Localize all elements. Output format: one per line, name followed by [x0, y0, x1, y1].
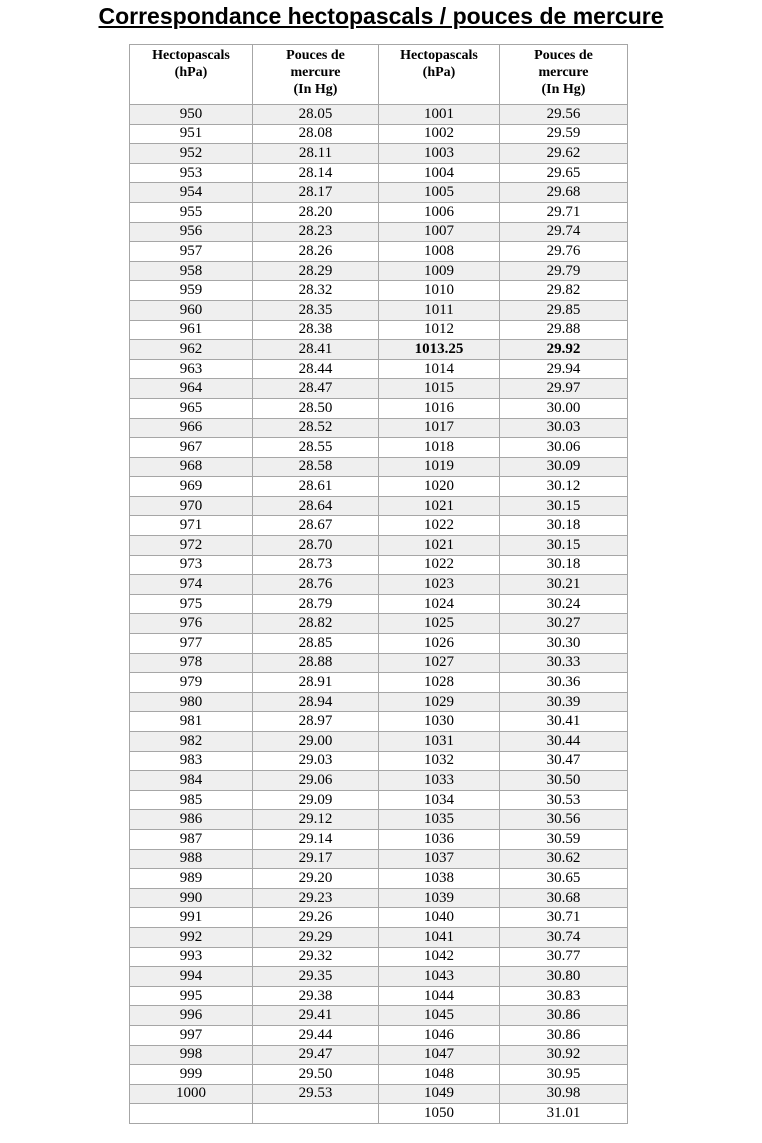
table-cell: 997 — [130, 1025, 253, 1045]
table-row — [130, 908, 628, 928]
header-line: Pouces de — [534, 48, 593, 63]
table-cell: 990 — [130, 888, 253, 908]
table-row — [130, 281, 628, 301]
table-cell: 30.39 — [500, 692, 628, 712]
table-cell: 30.74 — [500, 927, 628, 947]
table-cell: 30.15 — [500, 536, 628, 556]
table-cell: 1025 — [379, 614, 500, 634]
table-row — [130, 1045, 628, 1065]
table-cell: 1008 — [379, 242, 500, 262]
table-cell: 988 — [130, 849, 253, 869]
table-cell: 29.47 — [253, 1045, 379, 1065]
table-cell: 975 — [130, 594, 253, 614]
table-cell: 1002 — [379, 124, 500, 144]
table-cell: 1018 — [379, 438, 500, 458]
table-cell: 1026 — [379, 634, 500, 654]
conversion-table — [129, 44, 628, 1124]
table-cell: 960 — [130, 300, 253, 320]
table-cell: 1024 — [379, 594, 500, 614]
header-line: mercure — [290, 65, 341, 80]
header-line: (In Hg) — [541, 82, 586, 97]
table-cell: 29.23 — [253, 888, 379, 908]
table-cell: 28.50 — [253, 398, 379, 418]
table-row — [130, 477, 628, 497]
table-cell: 29.82 — [500, 281, 628, 301]
table-cell: 1043 — [379, 967, 500, 987]
table-cell: 30.56 — [500, 810, 628, 830]
table-cell: 1012 — [379, 320, 500, 340]
table-cell: 962 — [130, 340, 253, 360]
table-row — [130, 124, 628, 144]
table-cell: 999 — [130, 1065, 253, 1085]
table-row — [130, 986, 628, 1006]
table-cell: 30.65 — [500, 869, 628, 889]
table-cell: 1033 — [379, 771, 500, 791]
table-cell: 1034 — [379, 790, 500, 810]
table-row — [130, 536, 628, 556]
table-row — [130, 888, 628, 908]
header-inhg-1 — [253, 45, 379, 105]
table-cell: 1047 — [379, 1045, 500, 1065]
header-line: mercure — [538, 65, 589, 80]
table-cell: 973 — [130, 555, 253, 575]
header-hpa-2 — [379, 45, 500, 105]
table-cell: 29.76 — [500, 242, 628, 262]
table-cell: 1003 — [379, 144, 500, 164]
table-cell: 30.50 — [500, 771, 628, 791]
table-row — [130, 105, 628, 125]
table-cell: 984 — [130, 771, 253, 791]
table-cell: 1040 — [379, 908, 500, 928]
table-cell: 992 — [130, 927, 253, 947]
table-cell: 1044 — [379, 986, 500, 1006]
table-cell: 30.00 — [500, 398, 628, 418]
table-cell: 1009 — [379, 261, 500, 281]
table-header-row — [130, 45, 628, 105]
table-cell: 30.33 — [500, 653, 628, 673]
table-cell: 966 — [130, 418, 253, 438]
page-title: Correspondance hectopascals / pouces de mercure — [98, 3, 664, 29]
table-cell: 30.03 — [500, 418, 628, 438]
table-cell: 28.35 — [253, 300, 379, 320]
table-cell: 28.32 — [253, 281, 379, 301]
table-row — [130, 340, 628, 360]
table-cell: 1021 — [379, 536, 500, 556]
table-row — [130, 359, 628, 379]
table-cell: 29.79 — [500, 261, 628, 281]
table-cell: 30.77 — [500, 947, 628, 967]
table-row — [130, 1084, 628, 1104]
table-cell: 1046 — [379, 1025, 500, 1045]
table-cell: 985 — [130, 790, 253, 810]
table-row — [130, 751, 628, 771]
table-cell: 29.41 — [253, 1006, 379, 1026]
table-cell: 1017 — [379, 418, 500, 438]
table-cell: 30.92 — [500, 1045, 628, 1065]
table-cell: 29.65 — [500, 163, 628, 183]
table-cell: 30.06 — [500, 438, 628, 458]
table-cell: 30.27 — [500, 614, 628, 634]
table-cell: 963 — [130, 359, 253, 379]
table-row — [130, 947, 628, 967]
table-cell: 994 — [130, 967, 253, 987]
table-cell: 1011 — [379, 300, 500, 320]
table-cell: 28.82 — [253, 614, 379, 634]
table-cell: 28.41 — [253, 340, 379, 360]
table-cell: 29.00 — [253, 732, 379, 752]
table-row — [130, 614, 628, 634]
header-inhg-2 — [500, 45, 628, 105]
table-cell: 1019 — [379, 457, 500, 477]
table-row — [130, 1065, 628, 1085]
table-cell: 1041 — [379, 927, 500, 947]
table-cell: 28.26 — [253, 242, 379, 262]
table-cell: 28.67 — [253, 516, 379, 536]
header-hpa-1 — [130, 45, 253, 105]
table-row — [130, 516, 628, 536]
table-cell: 29.14 — [253, 829, 379, 849]
table-cell: 28.70 — [253, 536, 379, 556]
table-cell: 30.36 — [500, 673, 628, 693]
table-row — [130, 222, 628, 242]
table-cell: 29.88 — [500, 320, 628, 340]
table-row — [130, 869, 628, 889]
table-cell: 965 — [130, 398, 253, 418]
table-cell: 30.86 — [500, 1006, 628, 1026]
table-row — [130, 967, 628, 987]
table-cell: 30.71 — [500, 908, 628, 928]
table-row — [130, 261, 628, 281]
table-cell: 28.44 — [253, 359, 379, 379]
table-cell: 1036 — [379, 829, 500, 849]
table-cell: 29.06 — [253, 771, 379, 791]
table-cell: 1045 — [379, 1006, 500, 1026]
table-cell: 978 — [130, 653, 253, 673]
table-cell: 30.21 — [500, 575, 628, 595]
table-cell: 1021 — [379, 496, 500, 516]
table-cell: 28.29 — [253, 261, 379, 281]
table-cell: 30.68 — [500, 888, 628, 908]
table-cell: 28.05 — [253, 105, 379, 125]
table-cell: 1023 — [379, 575, 500, 595]
table-cell: 979 — [130, 673, 253, 693]
table-cell: 970 — [130, 496, 253, 516]
table-row — [130, 927, 628, 947]
table-cell: 1006 — [379, 202, 500, 222]
table-cell: 30.44 — [500, 732, 628, 752]
table-row — [130, 594, 628, 614]
table-cell: 30.83 — [500, 986, 628, 1006]
table-row — [130, 163, 628, 183]
table-cell: 952 — [130, 144, 253, 164]
table-row — [130, 418, 628, 438]
table-row — [130, 790, 628, 810]
table-cell: 954 — [130, 183, 253, 203]
table-cell: 30.12 — [500, 477, 628, 497]
header-line: Hectopascals — [400, 48, 478, 63]
table-row — [130, 732, 628, 752]
table-cell: 1048 — [379, 1065, 500, 1085]
table-cell: 29.53 — [253, 1084, 379, 1104]
table-cell: 961 — [130, 320, 253, 340]
header-line: Hectopascals — [152, 48, 230, 63]
header-line: Pouces de — [286, 48, 345, 63]
table-cell: 964 — [130, 379, 253, 399]
table-cell: 1000 — [130, 1084, 253, 1104]
table-row — [130, 496, 628, 516]
table-cell: 1005 — [379, 183, 500, 203]
table-cell: 1035 — [379, 810, 500, 830]
table-cell: 28.08 — [253, 124, 379, 144]
table-cell: 968 — [130, 457, 253, 477]
header-line: (hPa) — [422, 65, 456, 80]
table-cell: 1022 — [379, 555, 500, 575]
table-cell: 28.11 — [253, 144, 379, 164]
header-line: (hPa) — [174, 65, 208, 80]
table-row — [130, 183, 628, 203]
table-cell: 28.79 — [253, 594, 379, 614]
table-cell: 1027 — [379, 653, 500, 673]
table-cell: 982 — [130, 732, 253, 752]
table-row — [130, 202, 628, 222]
table-row — [130, 457, 628, 477]
table-cell: 30.62 — [500, 849, 628, 869]
table-cell: 28.94 — [253, 692, 379, 712]
table-cell: 1042 — [379, 947, 500, 967]
table-row — [130, 810, 628, 830]
table-cell: 972 — [130, 536, 253, 556]
table-cell: 974 — [130, 575, 253, 595]
table-cell: 28.88 — [253, 653, 379, 673]
table-cell: 981 — [130, 712, 253, 732]
table-cell: 30.47 — [500, 751, 628, 771]
table-row — [130, 1006, 628, 1026]
table-cell: 29.35 — [253, 967, 379, 987]
table-cell: 983 — [130, 751, 253, 771]
table-cell: 29.29 — [253, 927, 379, 947]
table-cell: 29.97 — [500, 379, 628, 399]
table-cell: 1022 — [379, 516, 500, 536]
table-cell: 28.52 — [253, 418, 379, 438]
table-cell: 28.23 — [253, 222, 379, 242]
table-cell: 967 — [130, 438, 253, 458]
table-cell: 955 — [130, 202, 253, 222]
table-cell: 1020 — [379, 477, 500, 497]
table-cell: 29.68 — [500, 183, 628, 203]
table-cell: 30.30 — [500, 634, 628, 654]
table-cell: 30.53 — [500, 790, 628, 810]
table-cell: 1037 — [379, 849, 500, 869]
table-cell: 28.61 — [253, 477, 379, 497]
table-cell: 28.14 — [253, 163, 379, 183]
table-cell: 28.76 — [253, 575, 379, 595]
table-cell: 29.74 — [500, 222, 628, 242]
table-cell: 1010 — [379, 281, 500, 301]
table-cell: 30.59 — [500, 829, 628, 849]
table-cell: 30.18 — [500, 555, 628, 575]
table-cell: 953 — [130, 163, 253, 183]
table-row — [130, 379, 628, 399]
table-cell: 29.92 — [500, 340, 628, 360]
table-cell: 28.17 — [253, 183, 379, 203]
table-cell: 30.80 — [500, 967, 628, 987]
table-cell: 1015 — [379, 379, 500, 399]
header-line: (In Hg) — [293, 82, 338, 97]
table-cell: 29.85 — [500, 300, 628, 320]
table-cell: 950 — [130, 105, 253, 125]
table-row — [130, 634, 628, 654]
table-cell: 28.38 — [253, 320, 379, 340]
table-cell: 29.26 — [253, 908, 379, 928]
table-cell: 1004 — [379, 163, 500, 183]
table-row — [130, 849, 628, 869]
table-cell: 1039 — [379, 888, 500, 908]
table-cell: 29.59 — [500, 124, 628, 144]
table-cell: 29.09 — [253, 790, 379, 810]
table-cell: 991 — [130, 908, 253, 928]
table-cell: 28.85 — [253, 634, 379, 654]
table-cell: 28.20 — [253, 202, 379, 222]
table-cell: 28.97 — [253, 712, 379, 732]
table-cell: 28.73 — [253, 555, 379, 575]
table-cell: 29.71 — [500, 202, 628, 222]
table-cell: 29.38 — [253, 986, 379, 1006]
table-cell: 30.15 — [500, 496, 628, 516]
table-cell — [253, 1104, 379, 1124]
table-row — [130, 555, 628, 575]
table-cell: 1031 — [379, 732, 500, 752]
table-row — [130, 673, 628, 693]
table-cell: 989 — [130, 869, 253, 889]
table-cell: 993 — [130, 947, 253, 967]
table-cell: 958 — [130, 261, 253, 281]
table-cell: 31.01 — [500, 1104, 628, 1124]
table-cell: 957 — [130, 242, 253, 262]
table-cell: 951 — [130, 124, 253, 144]
table-cell: 1030 — [379, 712, 500, 732]
table-cell: 28.47 — [253, 379, 379, 399]
table-cell: 29.44 — [253, 1025, 379, 1045]
table-cell: 29.56 — [500, 105, 628, 125]
table-cell: 30.86 — [500, 1025, 628, 1045]
table-cell: 986 — [130, 810, 253, 830]
table-cell: 30.18 — [500, 516, 628, 536]
table-row — [130, 300, 628, 320]
table-row — [130, 829, 628, 849]
table-cell: 30.41 — [500, 712, 628, 732]
table-cell: 28.91 — [253, 673, 379, 693]
table-cell: 29.20 — [253, 869, 379, 889]
table-cell: 29.32 — [253, 947, 379, 967]
table-cell: 29.12 — [253, 810, 379, 830]
table-cell: 995 — [130, 986, 253, 1006]
table-row — [130, 438, 628, 458]
table-cell: 29.50 — [253, 1065, 379, 1085]
table-cell: 977 — [130, 634, 253, 654]
table-cell: 28.55 — [253, 438, 379, 458]
table-cell: 29.94 — [500, 359, 628, 379]
table-cell: 1038 — [379, 869, 500, 889]
table-cell: 30.95 — [500, 1065, 628, 1085]
table-cell: 30.09 — [500, 457, 628, 477]
table-body — [130, 105, 628, 1124]
table-cell: 1028 — [379, 673, 500, 693]
table-cell: 1016 — [379, 398, 500, 418]
table-cell — [130, 1104, 253, 1124]
table-cell: 30.24 — [500, 594, 628, 614]
table-row — [130, 1104, 628, 1124]
table-cell: 29.17 — [253, 849, 379, 869]
table-cell: 29.03 — [253, 751, 379, 771]
table-cell: 996 — [130, 1006, 253, 1026]
table-cell: 1029 — [379, 692, 500, 712]
table-row — [130, 1025, 628, 1045]
table-row — [130, 771, 628, 791]
table-row — [130, 692, 628, 712]
table-cell: 1001 — [379, 105, 500, 125]
table-row — [130, 575, 628, 595]
table-cell: 987 — [130, 829, 253, 849]
table-row — [130, 144, 628, 164]
table-cell: 28.58 — [253, 457, 379, 477]
table-cell: 1050 — [379, 1104, 500, 1124]
table-cell: 1013.25 — [379, 340, 500, 360]
table-cell: 998 — [130, 1045, 253, 1065]
table-row — [130, 712, 628, 732]
table-cell: 1014 — [379, 359, 500, 379]
table-row — [130, 320, 628, 340]
table-cell: 959 — [130, 281, 253, 301]
table-cell: 1007 — [379, 222, 500, 242]
table-cell: 956 — [130, 222, 253, 242]
table-row — [130, 653, 628, 673]
table-cell: 28.64 — [253, 496, 379, 516]
table-cell: 969 — [130, 477, 253, 497]
table-cell: 980 — [130, 692, 253, 712]
table-cell: 971 — [130, 516, 253, 536]
table-cell: 1049 — [379, 1084, 500, 1104]
table-cell: 976 — [130, 614, 253, 634]
table-row — [130, 242, 628, 262]
table-cell: 30.98 — [500, 1084, 628, 1104]
table-row — [130, 398, 628, 418]
table-cell: 1032 — [379, 751, 500, 771]
table-cell: 29.62 — [500, 144, 628, 164]
